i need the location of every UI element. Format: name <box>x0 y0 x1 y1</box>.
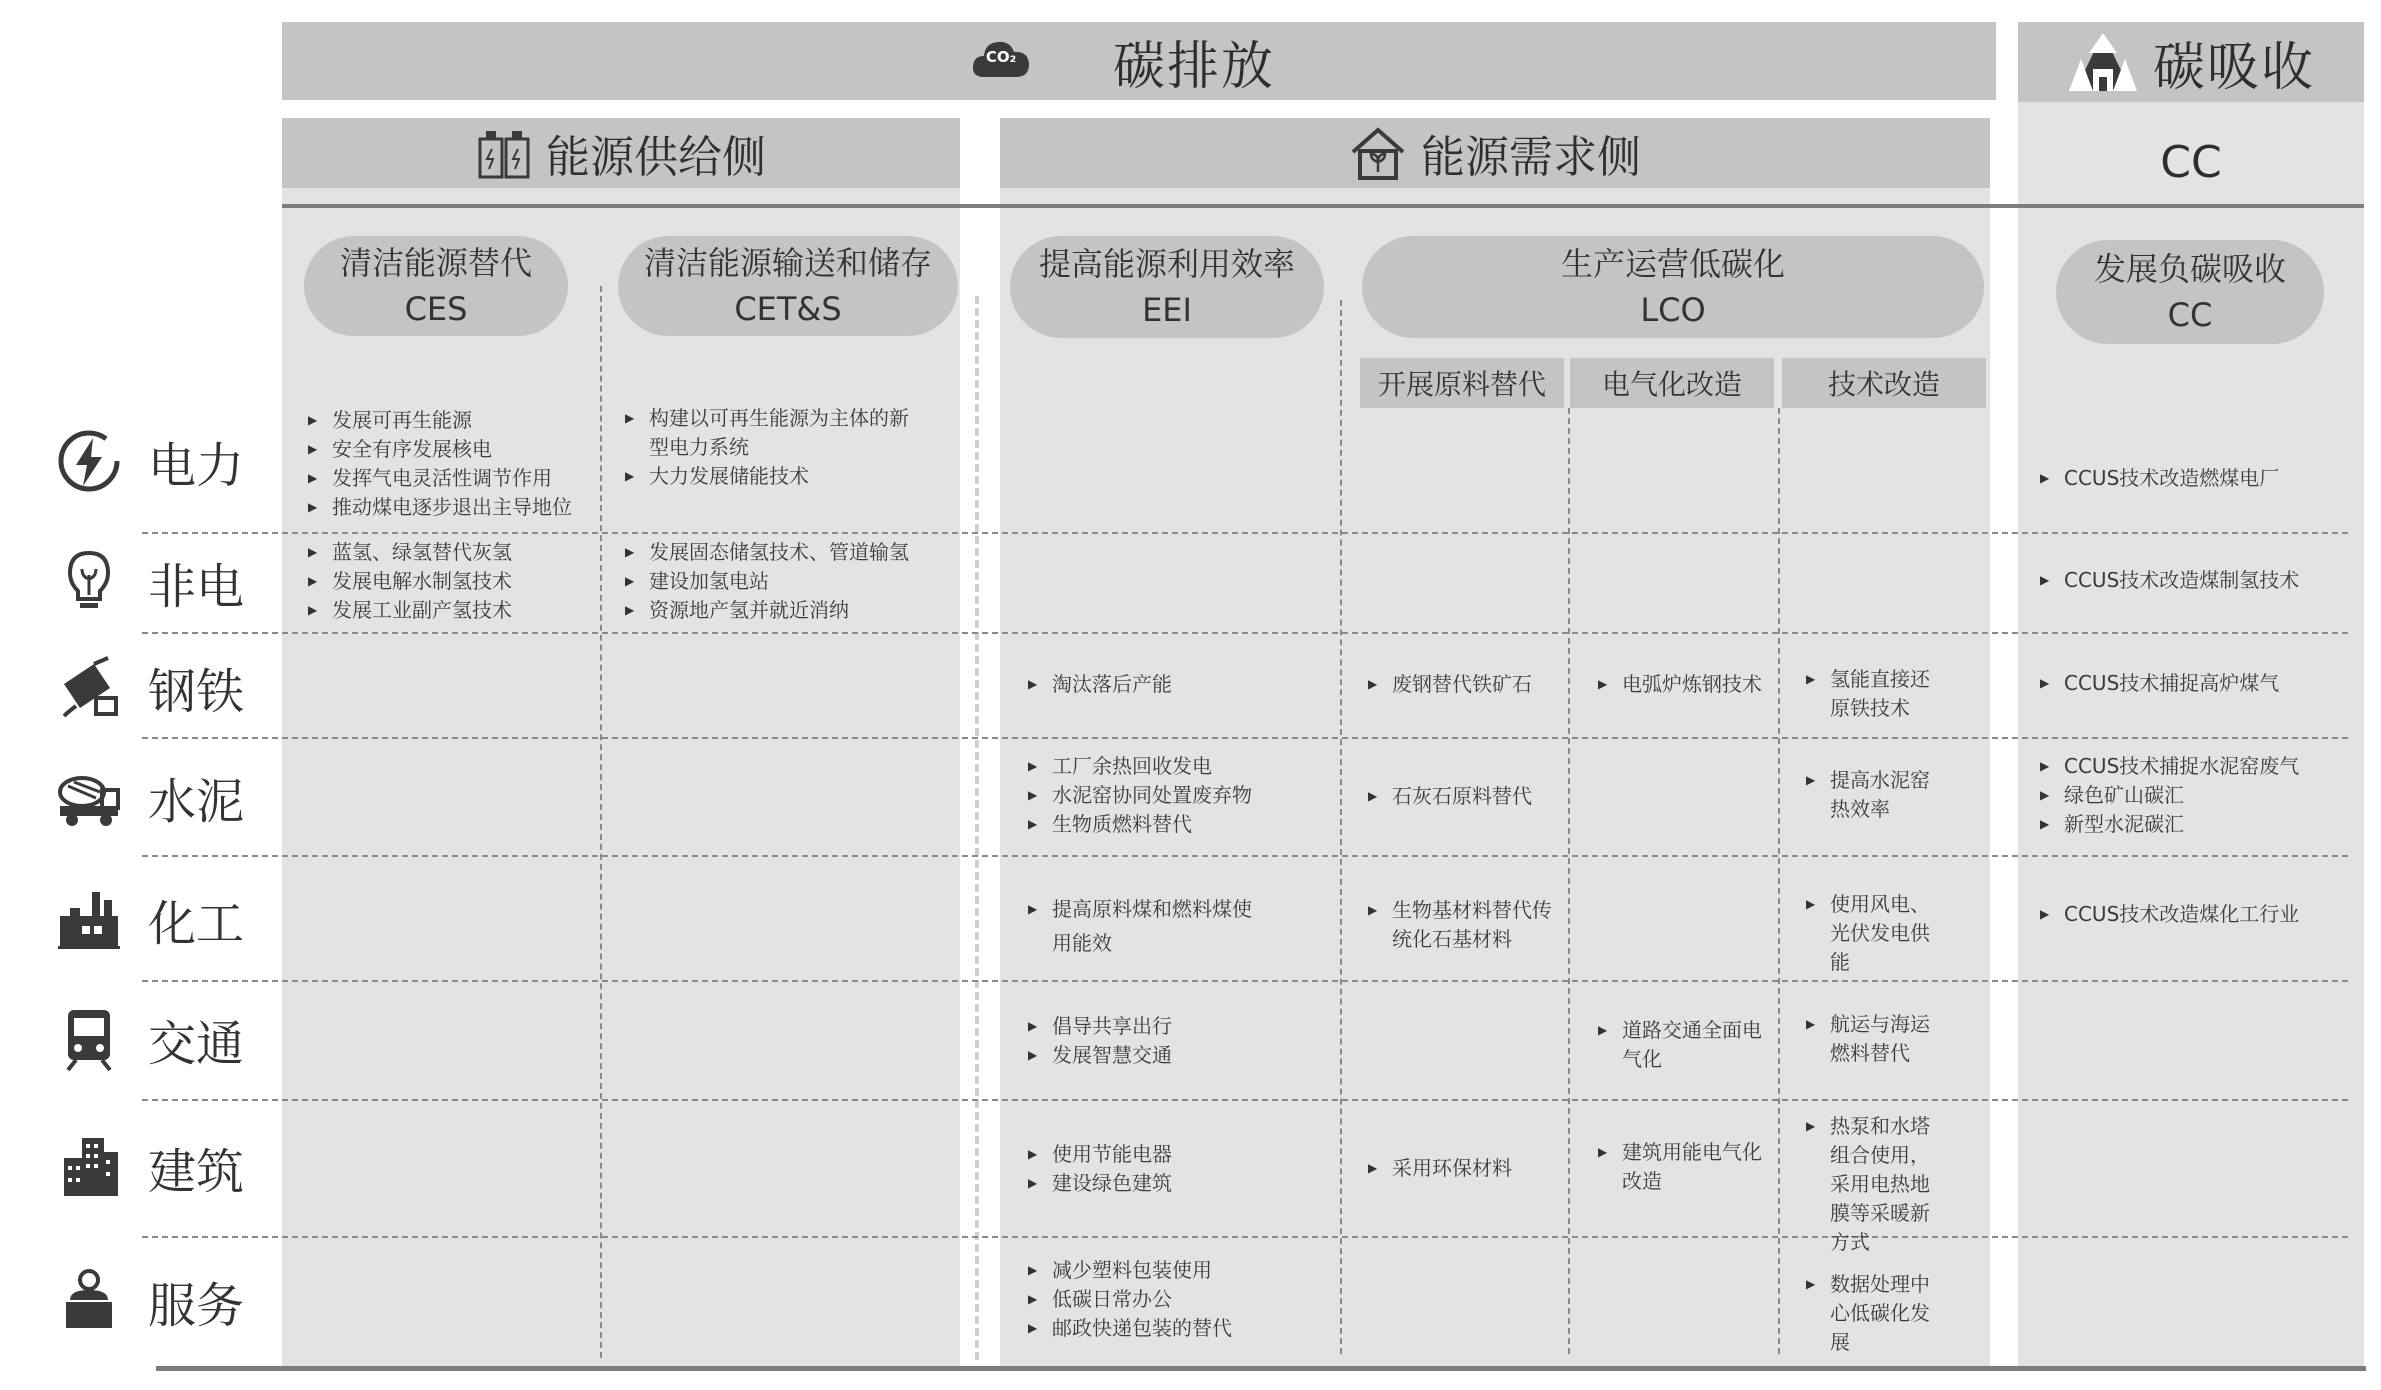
row-divider-6 <box>142 1099 2348 1101</box>
cell-chemical-tech <box>1806 890 1936 977</box>
strategy-eei-code: EEI <box>1142 291 1192 329</box>
strategy-cc-name: 发展负碳吸收 <box>2093 250 2286 288</box>
cell-nonpower-cc <box>2040 566 2360 595</box>
cell-cement-tech <box>1806 766 1936 824</box>
list-item: ▶ 生物质燃料替代 <box>1028 810 1328 839</box>
strategy-ces-code: CES <box>404 290 468 328</box>
list-item: ▶ 建筑用能电气化改造 <box>1598 1138 1768 1196</box>
lco-sub-raw-material: 开展原料替代 <box>1360 358 1564 408</box>
row-label-cement <box>56 762 244 832</box>
list-item: ▶ 推动煤电逐步退出主导地位 <box>308 493 598 522</box>
list-item: ▶ 构建以可再生能源为主体的新型电力系统 <box>625 404 925 462</box>
strategy-ces-name: 清洁能源替代 <box>339 244 532 282</box>
row-label-building-text: 建筑 <box>148 1143 245 1200</box>
divider-supply-demand <box>975 296 979 1360</box>
list-item: ▶ 石灰石原料替代 <box>1368 782 1564 811</box>
carbon-emission-bar <box>282 22 1996 100</box>
co2-cloud-icon <box>970 29 1032 91</box>
buildings-icon <box>56 1134 122 1200</box>
row-label-service-text: 服务 <box>148 1277 245 1334</box>
list-item: ▶ 绿色矿山碳汇 <box>2040 781 2360 810</box>
strategy-cet-code: CET&S <box>734 290 842 328</box>
list-item: ▶ 航运与海运燃料替代 <box>1806 1010 1936 1068</box>
row-label-power <box>56 426 244 496</box>
list-item: ▶ 工厂余热回收发电 <box>1028 752 1328 781</box>
list-item: ▶ 氢能直接还原铁技术 <box>1806 665 1936 723</box>
forest-house-icon <box>2067 29 2139 95</box>
cc-header-title: CC <box>2160 136 2222 188</box>
cell-cement-cc <box>2040 752 2360 839</box>
demand-side-header <box>1000 118 1990 188</box>
bottom-rule <box>156 1366 2366 1371</box>
row-label-chemical-text: 化工 <box>148 895 245 952</box>
eco-house-icon <box>1349 124 1407 182</box>
strategy-cet <box>618 236 958 336</box>
cell-steel-tech <box>1806 665 1936 723</box>
cell-nonpower-ces <box>308 538 598 625</box>
factory-icon <box>56 886 122 952</box>
lightning-icon <box>56 428 122 494</box>
cell-building-raw <box>1368 1154 1564 1183</box>
cell-service-eei <box>1028 1256 1328 1343</box>
divider-lco-elec-tech <box>1778 408 1780 1354</box>
list-item: ▶ 建设绿色建筑 <box>1028 1169 1328 1198</box>
co2-badge-text: CO₂ <box>985 48 1017 66</box>
row-label-transport <box>56 1004 244 1074</box>
strategy-cc-code: CC <box>2167 296 2213 334</box>
row-label-nonpower-text: 非电 <box>148 558 245 615</box>
cell-chemical-cc <box>2040 900 2360 929</box>
cell-cement-raw <box>1368 782 1564 811</box>
list-item: ▶ 减少塑料包装使用 <box>1028 1256 1328 1285</box>
list-item: ▶ 使用风电、光伏发电供能 <box>1806 890 1936 977</box>
cell-nonpower-cet <box>625 538 945 625</box>
row-label-steel <box>56 652 244 722</box>
list-item: ▶ 安全有序发展核电 <box>308 435 598 464</box>
list-item: ▶ 邮政快递包装的替代 <box>1028 1314 1328 1343</box>
cell-building-tech <box>1806 1112 1936 1257</box>
list-item: ▶ 采用环保材料 <box>1368 1154 1564 1183</box>
carbon-absorption-title: 碳吸收 <box>2152 37 2315 98</box>
cell-transport-tech <box>1806 1010 1936 1068</box>
row-divider-4 <box>142 855 2348 857</box>
row-divider-1 <box>142 532 2348 534</box>
header-rule <box>282 204 2364 208</box>
list-item: ▶ CCUS技术捕捉高炉煤气 <box>2040 669 2360 698</box>
list-item: ▶ CCUS技术捕捉水泥窑废气 <box>2040 752 2360 781</box>
row-divider-7 <box>142 1236 2348 1238</box>
list-item: ▶ 发展可再生能源 <box>308 406 598 435</box>
strategy-cet-name: 清洁能源输送和储存 <box>643 244 932 282</box>
strategy-lco <box>1362 236 1984 338</box>
carbon-emission-title: 碳排放 <box>1112 36 1275 97</box>
list-item: ▶ CCUS技术改造煤制氢技术 <box>2040 566 2360 595</box>
strategy-lco-name: 生产运营低碳化 <box>1560 245 1785 283</box>
list-item: ▶ 数据处理中心低碳化发展 <box>1806 1270 1936 1357</box>
train-icon <box>56 1006 122 1072</box>
supply-side-header <box>282 118 960 188</box>
list-item: ▶ 道路交通全面电气化 <box>1598 1016 1768 1074</box>
lco-sub-electrification: 电气化改造 <box>1570 358 1774 408</box>
list-item: ▶ 生物基材料替代传统化石基材料 <box>1368 896 1558 954</box>
supply-side-title: 能源供给侧 <box>546 132 766 183</box>
list-item: ▶ 低碳日常办公 <box>1028 1285 1328 1314</box>
list-item: ▶ 水泥窑协同处置废弃物 <box>1028 781 1328 810</box>
list-item: ▶ 发展电解水制氢技术 <box>308 567 598 596</box>
list-item: ▶ 建设加氢电站 <box>625 567 945 596</box>
list-item: ▶ 使用节能电器 <box>1028 1140 1328 1169</box>
cell-chemical-raw <box>1368 896 1558 954</box>
ladle-icon <box>56 654 122 720</box>
list-item: ▶ CCUS技术改造煤化工行业 <box>2040 900 2360 929</box>
lightbulb-icon <box>56 549 122 615</box>
cell-steel-raw <box>1368 670 1564 699</box>
divider-ces-cet <box>600 286 602 1358</box>
cell-power-cc <box>2040 464 2360 493</box>
list-item: ▶ 倡导共享出行 <box>1028 1012 1328 1041</box>
strategy-eei-name: 提高能源利用效率 <box>1038 245 1295 283</box>
list-item: ▶ 发展固态储氢技术、管道输氢 <box>625 538 945 567</box>
divider-eei-lco <box>1340 300 1342 1354</box>
row-label-building <box>56 1132 244 1202</box>
list-item: ▶ 废钢替代铁矿石 <box>1368 670 1564 699</box>
list-item: ▶ 提高原料煤和燃料煤使用能效 <box>1028 892 1268 960</box>
cell-steel-elec <box>1598 670 1776 699</box>
row-label-cement-text: 水泥 <box>148 773 245 830</box>
cell-steel-eei <box>1028 670 1328 699</box>
row-divider-5 <box>142 980 2348 982</box>
cell-building-eei <box>1028 1140 1328 1198</box>
row-label-transport-text: 交通 <box>148 1015 245 1072</box>
demand-side-title: 能源需求侧 <box>1421 132 1641 183</box>
cell-power-ces <box>308 406 598 522</box>
service-person-icon <box>56 1268 122 1334</box>
row-label-power-text: 电力 <box>148 437 245 494</box>
cell-transport-elec <box>1598 1016 1768 1074</box>
cell-building-elec <box>1598 1138 1768 1196</box>
list-item: ▶ 电弧炉炼钢技术 <box>1598 670 1776 699</box>
row-label-service <box>56 1264 244 1338</box>
list-item: ▶ 大力发展储能技术 <box>625 462 925 491</box>
cement-truck-icon <box>56 764 122 830</box>
row-divider-2 <box>142 632 2348 634</box>
row-label-chemical <box>56 884 244 954</box>
cc-header <box>2018 118 2364 206</box>
list-item: ▶ 淘汰落后产能 <box>1028 670 1328 699</box>
cell-power-cet <box>625 404 925 491</box>
row-divider-3 <box>142 737 2348 739</box>
list-item: ▶ 资源地产氢并就近消纳 <box>625 596 945 625</box>
strategy-lco-code: LCO <box>1640 291 1706 329</box>
cell-service-tech <box>1806 1270 1936 1357</box>
list-item: ▶ 发展工业副产氢技术 <box>308 596 598 625</box>
strategy-ces <box>304 236 568 336</box>
cell-cement-eei <box>1028 752 1328 839</box>
list-item: ▶ 发挥气电灵活性调节作用 <box>308 464 598 493</box>
divider-lco-raw-elec <box>1568 408 1570 1354</box>
cell-chemical-eei <box>1028 892 1268 960</box>
list-item: ▶ 新型水泥碳汇 <box>2040 810 2360 839</box>
battery-icon <box>476 125 532 181</box>
list-item: ▶ CCUS技术改造燃煤电厂 <box>2040 464 2360 493</box>
row-label-steel-text: 钢铁 <box>148 663 245 720</box>
strategy-eei <box>1010 236 1324 338</box>
cell-transport-eei <box>1028 1012 1328 1070</box>
carbon-absorption-bar <box>2018 22 2364 102</box>
cell-steel-cc <box>2040 669 2360 698</box>
list-item: ▶ 发展智慧交通 <box>1028 1041 1328 1070</box>
row-label-nonpower <box>56 547 244 617</box>
strategy-cc <box>2056 240 2324 344</box>
list-item: ▶ 热泵和水塔组合使用，采用电热地膜等采暖新方式 <box>1806 1112 1936 1257</box>
lco-sub-tech-upgrade: 技术改造 <box>1782 358 1986 408</box>
list-item: ▶ 提高水泥窑热效率 <box>1806 766 1936 824</box>
list-item: ▶ 蓝氢、绿氢替代灰氢 <box>308 538 598 567</box>
